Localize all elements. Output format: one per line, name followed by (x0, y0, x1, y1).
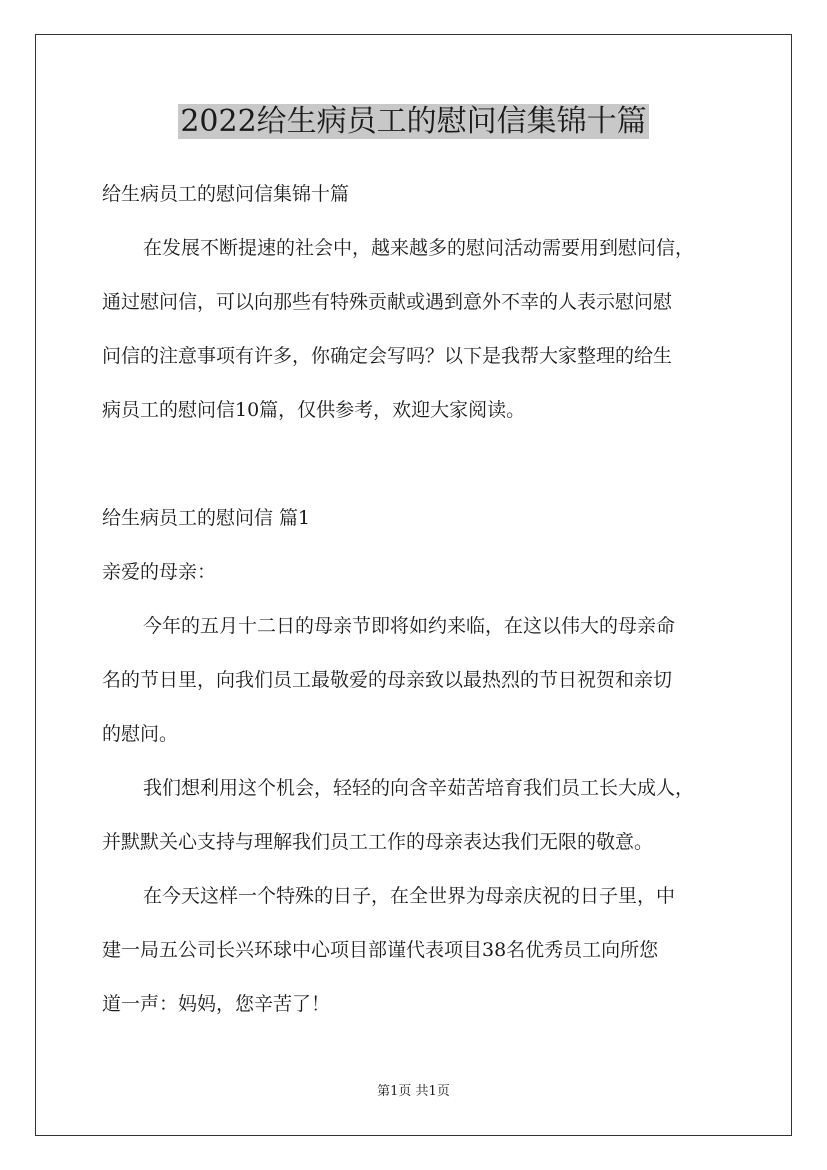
body-line-8: 道一声：妈妈，您辛苦了！ (102, 993, 331, 1015)
body-line-6: 在今天这样一个特殊的日子，在全世界为母亲庆祝的日子里，中 (143, 885, 676, 907)
intro-line-4: 病员工的慰问信10篇，仅供参考，欢迎大家阅读。 (102, 399, 526, 421)
document-title (0, 100, 827, 144)
body-line-2: 名的节日里，向我们员工最敬爱的母亲致以最热烈的节日祝贺和亲切 (102, 669, 673, 691)
salutation: 亲爱的母亲： (102, 561, 217, 583)
body-line-3: 的慰问。 (102, 723, 179, 745)
body-line-1: 今年的五月十二日的母亲节即将如约来临，在这以伟大的母亲命 (143, 615, 676, 637)
intro-line-2: 通过慰问信，可以向那些有特殊贡献或遇到意外不幸的人表示慰问慰 (102, 291, 673, 313)
page-footer: 第1页 共1页 (377, 1084, 450, 1099)
document-title-text: 2022给生病员工的慰问信集锦十篇 (180, 104, 647, 139)
section-heading: 给生病员工的慰问信 篇1 (102, 507, 311, 529)
body-line-7: 建一局五公司长兴环球中心项目部谨代表项目38名优秀员工向所您 (102, 939, 659, 961)
body-line-5: 并默默关心支持与理解我们员工工作的母亲表达我们无限的敬意。 (102, 831, 654, 853)
intro-line-3: 问信的注意事项有许多，你确定会写吗？以下是我帮大家整理的给生 (102, 345, 673, 367)
subtitle: 给生病员工的慰问信集锦十篇 (102, 183, 350, 205)
body-line-4: 我们想利用这个机会，轻轻的向含辛茹苦培育我们员工长大成人， (143, 777, 695, 799)
intro-line-1: 在发展不断提速的社会中，越来越多的慰问活动需要用到慰问信， (143, 237, 695, 259)
